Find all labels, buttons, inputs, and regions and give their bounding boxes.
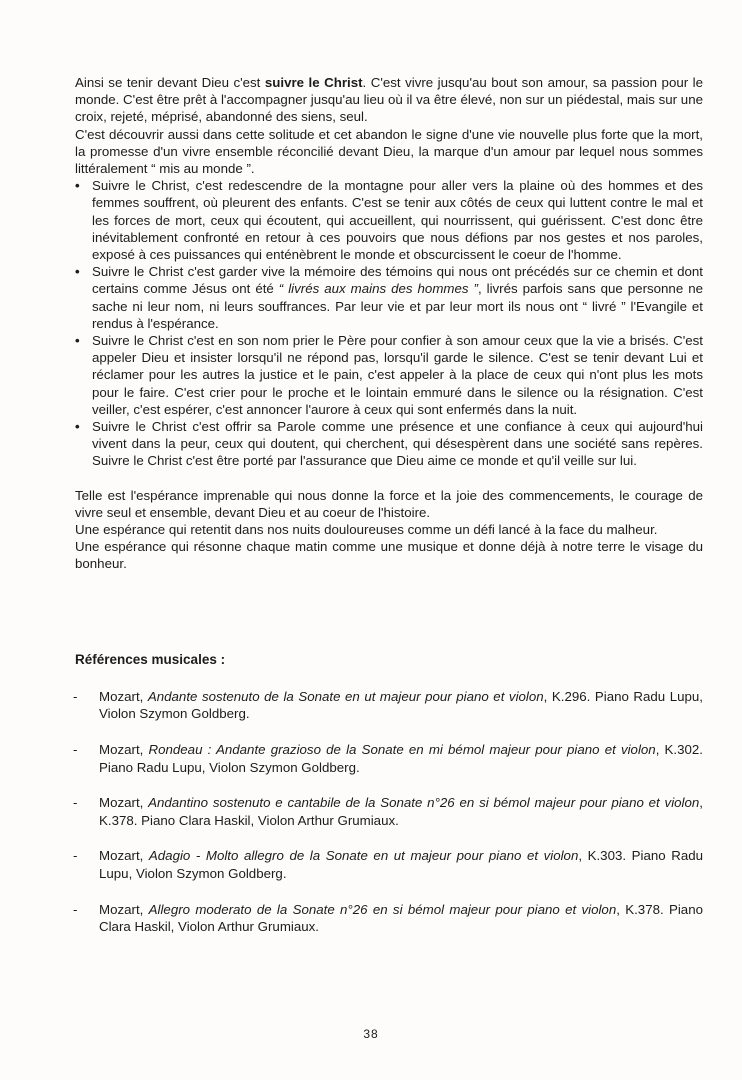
reference-item	[75, 741, 703, 776]
bullet-quote: “ livrés aux mains des hommes ”	[278, 281, 478, 297]
reference-item	[75, 901, 703, 936]
reference-item	[75, 847, 703, 882]
bullet-text: Suivre le Christ c'est garder vive la mémoire des témoins qui nous ont précédés sur ce chemin et dont certains comme Jésus ont été	[92, 264, 703, 297]
reference-work: Adagio - Molto allegro de la Sonate en ut majeur pour piano et violon	[148, 848, 579, 864]
reference-item	[75, 794, 703, 829]
bullet-text-cont: , livrés parfois sans que personne ne sache ni leur nom, ni leurs souffrances. Par leur vie et par leur mort ils nous ont “ livré ” l'Evangile et rendus à l'espérance.	[92, 281, 703, 331]
reference-work: Andantino sostenuto e cantabile de la Sonate n°26 en si bémol majeur pour piano et violon	[148, 795, 700, 811]
bullet-item	[75, 332, 703, 418]
reference-details: , K.302. Piano Radu Lupu, Violon Szymon Goldberg.	[99, 742, 703, 775]
reference-details: , K.303. Piano Radu Lupu, Violon Szymon Goldberg.	[99, 848, 703, 882]
bullet-item	[75, 418, 703, 470]
reference-item	[75, 688, 703, 723]
intro-text: Ainsi se tenir devant Dieu c'est	[75, 75, 265, 90]
bullet-icon: •	[75, 419, 80, 435]
bullet-text: Suivre le Christ c'est offrir sa Parole comme une présence et une confiance à ceux qui aujourd'hui vivent dans la peur, ceux qui doutent, qui cherchent, qui désespèrent dans une société sans repères. Suivre le Christ c'est être porté par l'assurance que Dieu aime ce monde et qu'il veille sur lui.	[92, 419, 703, 469]
bullet-item	[75, 263, 703, 332]
bullet-list	[75, 177, 703, 469]
closing-paragraph-1: Telle est l'espérance imprenable qui nous donne la force et la joie des commencements, le courage de vivre seul et ensemble, devant Dieu et au coeur de l'histoire.	[75, 487, 703, 520]
reference-work: Rondeau : Andante grazioso de la Sonate en mi bémol majeur pour piano et violon	[148, 742, 656, 758]
intro-bold: suivre le Christ	[264, 75, 363, 90]
bullet-item	[75, 177, 703, 263]
reference-work: Allegro moderato de la Sonate n°26 en si bémol majeur pour piano et violon	[148, 901, 617, 917]
reference-work: Andante sostenuto de la Sonate en ut majeur pour piano et violon	[147, 688, 544, 704]
bullet-icon: •	[75, 178, 80, 194]
intro-paragraph-2: C'est découvrir aussi dans cette solitude et cet abandon le signe d'une vie nouvelle plus forte que la mort, la promesse d'un vivre ensemble réconcilié devant Dieu, la marque d'un amour par lequel nous sommes littéralement “ mis au monde ”.	[75, 126, 703, 177]
bullet-icon: •	[75, 264, 80, 280]
closing-paragraph-3: Une espérance qui résonne chaque matin comme une musique et donne déjà à notre terre le visage du bonheur.	[75, 539, 703, 572]
dash-icon: -	[73, 848, 78, 864]
reference-details: , K.296. Piano Radu Lupu, Violon Szymon Goldberg.	[99, 688, 703, 722]
page-content	[75, 74, 703, 936]
closing-paragraph-2: Une espérance qui retentit dans nos nuits douloureuses comme un défi lancé à la face du malheur.	[75, 522, 658, 538]
intro-paragraph-1	[75, 74, 703, 126]
dash-icon: -	[73, 688, 78, 704]
dash-icon: -	[73, 742, 78, 758]
reference-composer: Mozart,	[99, 688, 148, 704]
spacer	[75, 470, 703, 487]
reference-composer: Mozart,	[99, 742, 149, 758]
dash-icon: -	[73, 901, 78, 917]
reference-details: , K.378. Piano Clara Haskil, Violon Arthur Grumiaux.	[99, 795, 703, 828]
references-list	[75, 688, 703, 936]
references-title: Références musicales :	[75, 651, 226, 667]
intro-text-cont: . C'est vivre jusqu'au bout son amour, sa passion pour le monde. C'est être prêt à l'accompagner jusqu'au lieu où il va être élevé, non sur un piédestal, mais sur une croix, rejeté, méprisé, abandonné des siens, seul.	[75, 75, 704, 125]
reference-details: , K.378. Piano Clara Haskil, Violon Arthur Grumiaux.	[99, 901, 703, 935]
bullet-icon: •	[75, 333, 80, 349]
dash-icon: -	[73, 795, 78, 811]
reference-composer: Mozart,	[99, 901, 149, 917]
reference-composer: Mozart,	[99, 795, 149, 811]
bullet-text: Suivre le Christ c'est en son nom prier le Père pour confier à son amour ceux que la vie a brisés. C'est appeler Dieu et insister lorsqu'il ne répond pas, lorsqu'il garde le silence. C'est se tenir devant Lui et réclamer pour les autres la justice et le pain, c'est appeler à la place de ceux qui n'ont plus les mots pour le faire. C'est crier pour le proche et le lointain emmuré dans le silence ou la résignation. C'est veiller, c'est espérer, c'est annoncer l'aurore à ceux qui sont enfermés dans la nuit.	[92, 333, 703, 417]
page-number: 38	[363, 1027, 379, 1041]
bullet-text: Suivre le Christ, c'est redescendre de la montagne pour aller vers la plaine où des hommes et des femmes souffrent, où pleurent des enfants. C'est se tenir aux côtés de ceux qui luttent contre le mal et les forces de mort, ceux qui écoutent, qui accueillent, qui nourrissent, qui guérissent. C'est donc être inévitablement confronté en retour à ces pouvoirs que nous défions par nos gestes et nos paroles, exposé à ces puissances qui enténèbrent le monde et obscurcissent le coeur de l'homme.	[92, 178, 703, 263]
spacer	[75, 573, 703, 651]
reference-composer: Mozart,	[99, 848, 149, 864]
